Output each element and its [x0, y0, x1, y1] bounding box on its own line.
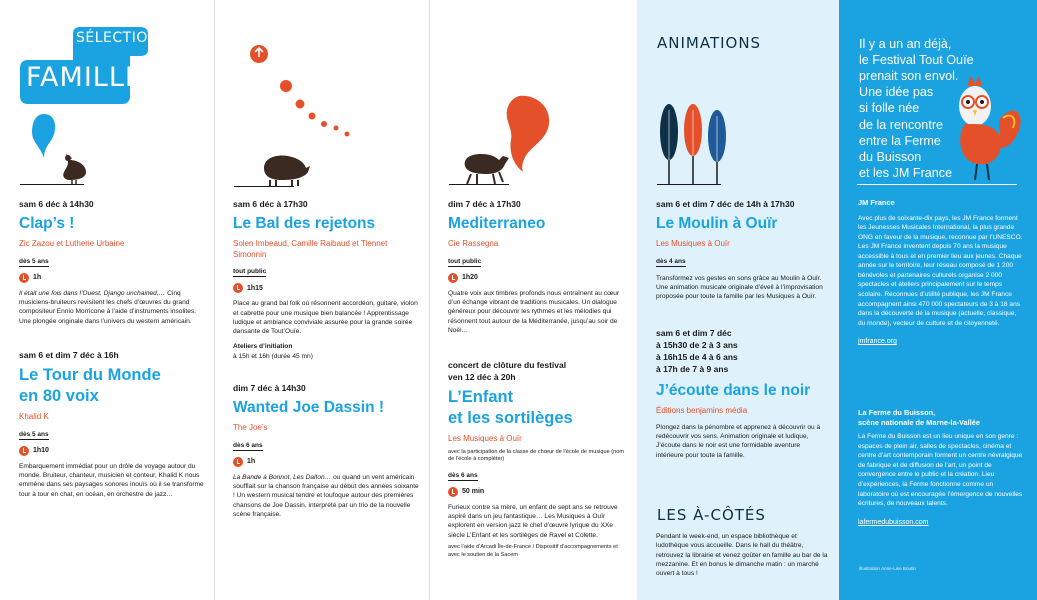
animations-heading: ANIMATIONS — [657, 34, 762, 52]
description-text: ou quand un vent américain soufflait sur la chanson française au début des années soixante ! Un western musical tendre et loufoque autour des premières chansons de Joe Dassin, interprété par un trio de la nouvelle scène française. — [233, 473, 419, 519]
duration-value: 1h10 — [33, 447, 49, 455]
age-label: tout public — [448, 257, 482, 265]
intro-line: de la rencontre — [859, 117, 944, 132]
event-description — [233, 473, 419, 520]
clock-icon — [19, 446, 29, 456]
ferme-section — [858, 408, 1023, 526]
trees-illustration — [657, 100, 737, 188]
duration — [19, 273, 204, 283]
ateliers-label: Ateliers d’initiation — [233, 342, 293, 350]
pig-with-bubbles-illustration — [244, 40, 354, 190]
ground-line — [234, 186, 294, 187]
event-title — [448, 387, 627, 428]
animation-ecoute-noir — [656, 328, 829, 460]
title-line-2: en 80 voix — [19, 386, 99, 405]
duration — [233, 457, 419, 467]
column-1 — [0, 0, 214, 600]
jm-france-section — [858, 198, 1023, 345]
event-claps — [19, 199, 204, 326]
event-description — [19, 289, 204, 326]
ateliers-time: à 15h et 16h (durée 45 mn) — [233, 352, 313, 360]
event-artist: Les Musiques à Ouïr — [448, 434, 522, 444]
jm-france-heading: JM France — [858, 198, 895, 207]
animation-moulin — [656, 199, 829, 302]
age-label: tout public — [233, 268, 267, 276]
intro-line: Il y a un an déjà, — [859, 37, 952, 51]
duration-value: 1h — [33, 274, 42, 282]
event-tour-du-monde — [19, 350, 204, 499]
speech-bubble-icon — [30, 112, 58, 160]
duration-value: 1h20 — [462, 274, 478, 282]
event-date: ven 12 déc à 20h — [448, 372, 516, 382]
ground-line — [857, 184, 1017, 185]
event-description: Place au grand bal folk où résonnent accordéon, guitare, violon et cabrette pour une musique bien balancée ! Apprentissage ludique et ambiance conviviale assurée pour la grande soirée dansante de Tout’Ouïe. — [233, 300, 418, 336]
a-cotes-description: Pendant le week-end, un espace bibliothèque et ludothèque vous accueille. Dans le hall du théâtre, retrouvez la librairie et venez goûter en famille au bar de la mezzanine. Et en bonus le dimanche matin : un marché ouvert à tous ! — [656, 533, 828, 578]
participation-note: avec la participation de la classe de chœur de l’école de musique (nom de l’école à compléter) — [448, 448, 624, 463]
intro-line: du Buisson — [859, 149, 922, 164]
description-italic: Il était une fois dans l’Ouest, Django unchained,… — [19, 289, 166, 297]
event-artist: Éditions benjamins média — [656, 406, 748, 416]
age-label: dès 5 ans — [19, 257, 49, 265]
duration-value: 1h15 — [247, 284, 263, 292]
support-note: avec l’aide d’Arcadi Île-de-France / Dispositif d’accompagnements et avec le soutien de la Sacem — [448, 544, 618, 558]
event-enfant-sortileges — [448, 360, 627, 559]
ferme-heading-line-2: scène nationale de Marne-la-Vallée — [858, 417, 980, 427]
event-title: Wanted Joe Dassin ! — [233, 399, 385, 416]
description-italic: La Bande à Bonnot, Les Dalton… — [233, 473, 332, 481]
ferme-heading-line-1: La Ferme du Buisson, — [858, 408, 936, 417]
event-artist: Solen Imbeaud, Camille Raibaud et Tiennet Simonnin — [233, 239, 388, 259]
event-mediterraneo — [448, 199, 627, 336]
event-artist: Khalid K — [19, 412, 49, 422]
ground-line — [657, 184, 721, 185]
ground-line — [449, 184, 509, 185]
title-line-2: et les sortilèges — [448, 408, 573, 427]
event-date: sam 6 et dim 7 déc — [656, 328, 732, 338]
duration — [19, 446, 204, 456]
event-title: Mediterraneo — [448, 215, 546, 232]
badge-famille: FAMILLE — [26, 62, 143, 93]
event-title: Clap’s ! — [19, 215, 75, 232]
duration-value: 1h — [247, 458, 256, 466]
column-3 — [429, 0, 637, 600]
duration — [448, 273, 627, 283]
rooster-illustration — [951, 72, 1027, 184]
age-label: dès 6 ans — [233, 441, 263, 449]
event-date: dim 7 déc à 17h30 — [448, 199, 521, 209]
event-description: Embarquement immédiat pour un drôle de voyage autour du monde. Bruiteur, chanteur, musicien et conteur, Khalid K nous emmène dans ses paysages sonores inouïs où il se transforme tour à tour en chat, en océan, en orchestre de jazz… — [19, 462, 204, 498]
session-time: à 15h30 de 2 à 3 ans — [656, 340, 738, 350]
event-artist: The Joe’s — [233, 423, 268, 433]
clock-icon — [448, 487, 458, 497]
ferme-link[interactable]: lafermedubuisson.com — [858, 518, 929, 526]
clock-icon — [448, 273, 458, 283]
duration-value: 50 min — [462, 488, 485, 496]
a-cotes-heading: LES À-CÔTÉS — [657, 506, 766, 524]
event-title: Le Bal des rejetons — [233, 215, 376, 232]
event-date: sam 6 déc à 17h30 — [233, 199, 308, 209]
clock-icon — [233, 457, 243, 467]
event-artist: Cie Rassegna — [448, 239, 499, 249]
duration — [233, 283, 419, 293]
event-date: dim 7 déc à 14h30 — [233, 383, 306, 393]
age-label: dès 6 ans — [448, 471, 478, 479]
closing-concert-label: concert de clôture du festival — [448, 360, 567, 370]
event-description: Plongez dans la pénombre et apprenez à découvrir ou à redécouvrir vos sens. Animation originale et ludique, J’écoute dans le noir est une formidable aventure intérieure pour toute la famille. — [656, 423, 821, 459]
a-cotes-section — [656, 526, 829, 579]
event-date: sam 6 et dim 7 déc de 14h à 17h30 — [656, 199, 795, 209]
intro-line: le Festival Tout Ouïe — [859, 53, 974, 68]
event-artist: Zic Zazou et Lutherie Urbaine — [19, 239, 125, 249]
event-bal-des-rejetons — [233, 199, 419, 361]
column-4-animations — [637, 0, 839, 600]
intro-line: si folle née — [859, 101, 920, 116]
event-date: sam 6 déc à 14h30 — [19, 199, 94, 209]
ground-line — [20, 184, 84, 185]
duck-icon — [58, 150, 88, 184]
age-label: dès 5 ans — [19, 430, 49, 438]
illustration-credit: Illustration Anne-Lise Boutin — [859, 566, 916, 571]
event-description: Furieux contre sa mère, un enfant de sept ans se retrouve aspiré dans un jeu fantastique… Les Musiques à Ouïr explorent en version jazz le chef d’œuvre lyrique du XXe siècle L’Enfant et les sortilèges de Ravel et Colette. — [448, 503, 618, 539]
clock-icon — [19, 273, 29, 283]
event-artist: Les Musiques à Ouïr — [656, 239, 730, 249]
intro-line: prenait son envol. — [859, 69, 959, 84]
intro-line: et les JM France — [859, 165, 953, 180]
event-wanted-joe-dassin — [233, 383, 419, 520]
sheep-with-bubble-illustration — [457, 92, 557, 188]
badge-selection: SÉLECTION — [76, 30, 159, 46]
ferme-description: La Ferme du Buisson est un lieu unique en son genre : espaces de plein air, salles de spectacles, cinéma et centre d’art contemporain forment un centre névralgique de fabrique et de diffusion de l’art, un point de convergence entre le public et la création. Lieu d’expériences, la Ferme fonctionne comme un laboratoire où est encouragée l’émergence de nouvelles écritures, de nouveaux talents. — [858, 433, 1023, 508]
description-text: Cinq musiciens-bruiteurs revisitent les chefs d’œuvres du grand compositeur Ennio Morricone à l’aide d’instruments insolites. Une plongée originale dans l’univers du western américain. — [19, 289, 197, 325]
event-description: Quatre voix aux timbres profonds nous entraînent au cœur d’un échange vibrant de traditions musicales. Un dialogue généreux pour découvrir les rythmes et les mélodies qui résonnent tout autour de la Méditerranée, jusqu’au soir de Noël… — [448, 289, 620, 335]
session-time: à 16h15 de 4 à 6 ans — [656, 352, 738, 362]
intro-line: Une idée pas — [859, 85, 934, 100]
event-title — [19, 365, 204, 406]
jm-france-description: Avec plus de soixante-dix pays, les JM France forment les Jeunesses Musicales International, la plus grande ONG en faveur de la musique, reconnue par l’UNESCO. Les JM France inventent depuis 70 ans la musique accessible à tous et en premier lieu aux jeunes. Chaque année sur le territoire, leur réseau composé de 1 200 bénévoles et partenaires culturels organise 2 000 spectacles et ateliers principalement sur le temps scolaire. Reconnues d’utilité publique, les JM France accompagnent ainsi 470 000 spectateurs de 3 à 18 ans dans la découverte de la musique (actuelle, classique, du monde), vecteur de culture et de citoyenneté. — [858, 214, 1023, 327]
ferme-heading — [858, 408, 1023, 427]
event-description: Transformez vos gestes en sons grâce au Moulin à Ouïr. Une animation musicale originale d’éveil à l’improvisation proposée pour toute la famille par les Musiques à Ouïr. — [656, 274, 823, 301]
event-date: sam 6 et dim 7 déc à 16h — [19, 350, 119, 360]
title-line-1: Le Tour du Monde — [19, 366, 161, 384]
column-5-about — [839, 0, 1037, 600]
intro-line: entre la Ferme — [859, 133, 941, 148]
event-title: J’écoute dans le noir — [656, 382, 811, 399]
event-title: Le Moulin à Ouïr — [656, 215, 778, 232]
session-time: à 17h de 7 à 9 ans — [656, 364, 729, 374]
age-label: dès 4 ans — [656, 257, 686, 265]
column-2 — [214, 0, 429, 600]
clock-icon — [233, 283, 243, 293]
duration — [448, 487, 627, 497]
title-line-1: L’Enfant — [448, 388, 514, 406]
jm-france-link[interactable]: jmfrance.org — [858, 338, 897, 346]
